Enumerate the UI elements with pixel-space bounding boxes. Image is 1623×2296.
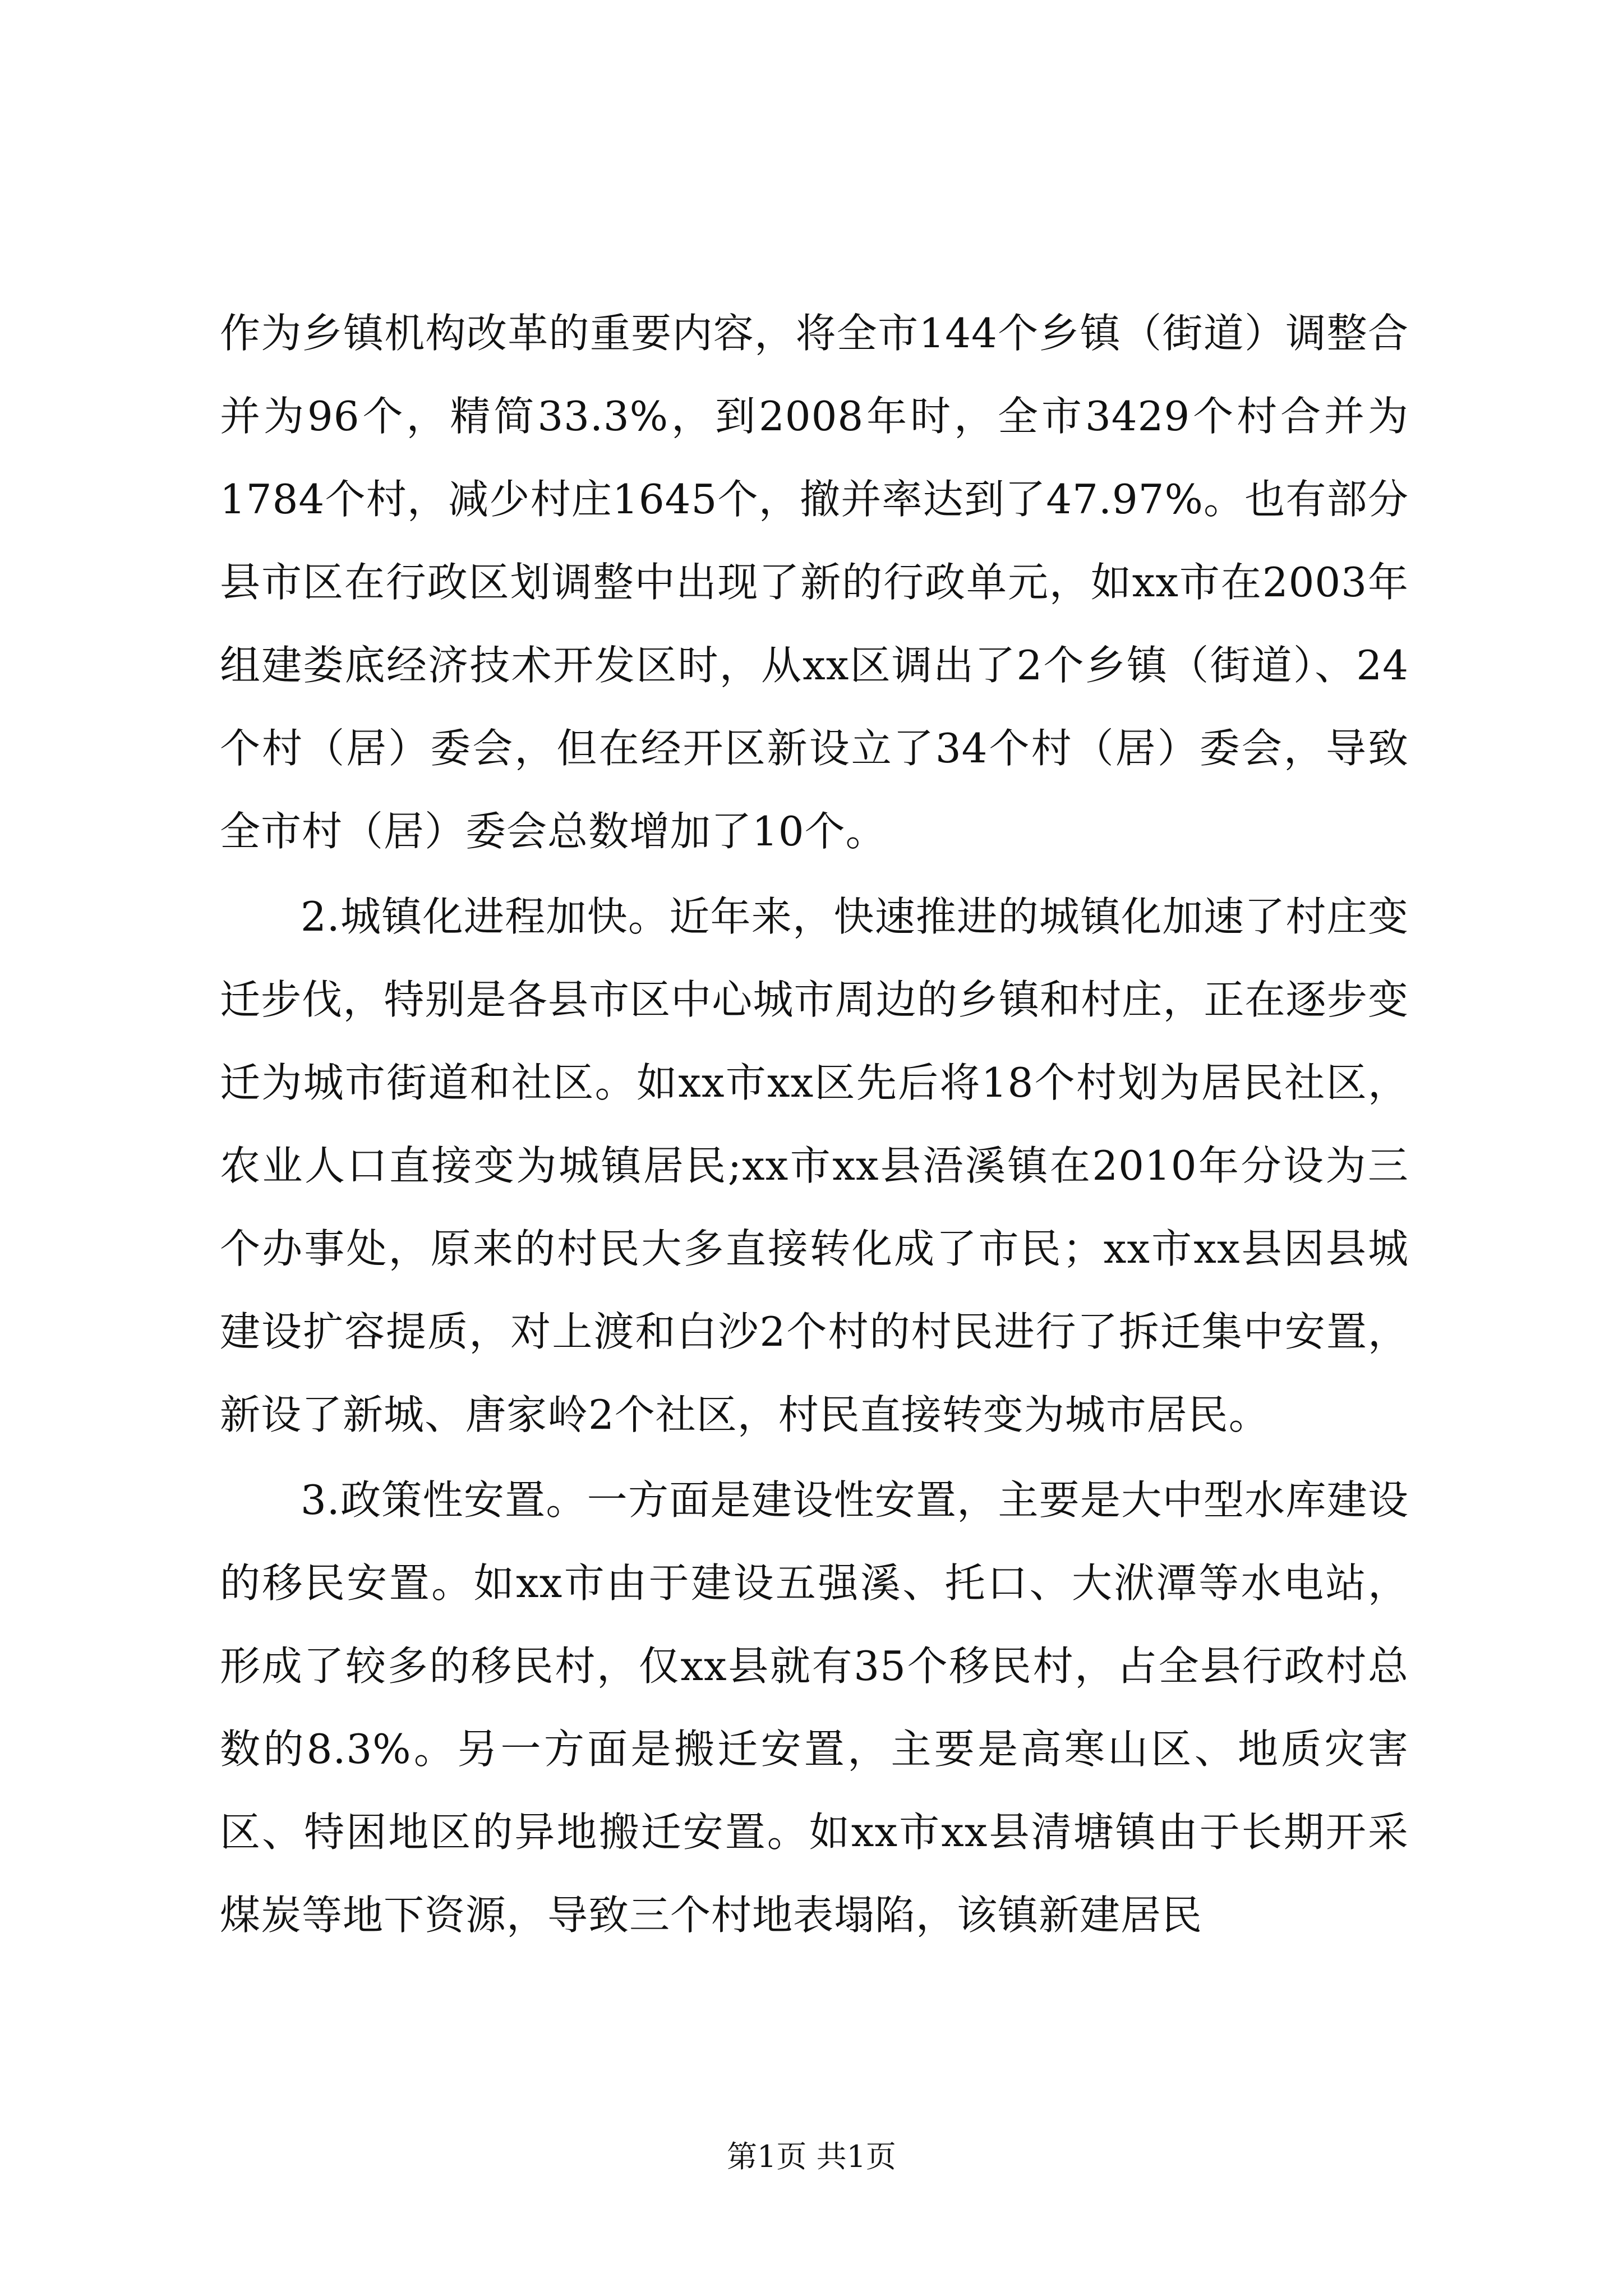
paragraph-2: 2.城镇化进程加快。近年来，快速推进的城镇化加速了村庄变迁步伐，特别是各县市区中心城市周边的乡镇和村庄，正在逐步变迁为城市街道和社区。如xx市xx区先后将18个村划为居民社区，农业人口直接变为城镇居民;xx市xx县浯溪镇在2010年分设为三个办事处，原来的村民大多直接转化成了市民；xx市xx县因县城建设扩容提质，对上渡和白沙2个村的村民进行了拆迁集中安置，新设了新城、唐家岭2个社区，村民直接转变为城市居民。 [220, 893, 1409, 1438]
paragraph-1: 作为乡镇机构改革的重要内容，将全市144个乡镇（街道）调整合并为96个，精简33.3%，到2008年时，全市3429个村合并为1784个村，减少村庄1645个，撤并率达到了47.97%。也有部分县市区在行政区划调整中出现了新的行政单元，如xx市在2003年组建娄底经济技术开发区时，从xx区调出了2个乡镇（街道）、24个村（居）委会，但在经开区新设立了34个村（居）委会，导致全市村（居）委会总数增加了10个。 [220, 310, 1409, 855]
document-body [220, 292, 1409, 1957]
page-footer: 第1页 共1页 [727, 2139, 896, 2174]
paragraph-3: 3.政策性安置。一方面是建设性安置，主要是大中型水库建设的移民安置。如xx市由于建设五强溪、托口、大洑潭等水电站，形成了较多的移民村，仅xx县就有35个移民村，占全县行政村总数的8.3%。另一方面是搬迁安置，主要是高寒山区、地质灾害区、特困地区的异地搬迁安置。如xx市xx县清塘镇由于长期开采煤炭等地下资源，导致三个村地表塌陷，该镇新建居民 [220, 1476, 1409, 1939]
